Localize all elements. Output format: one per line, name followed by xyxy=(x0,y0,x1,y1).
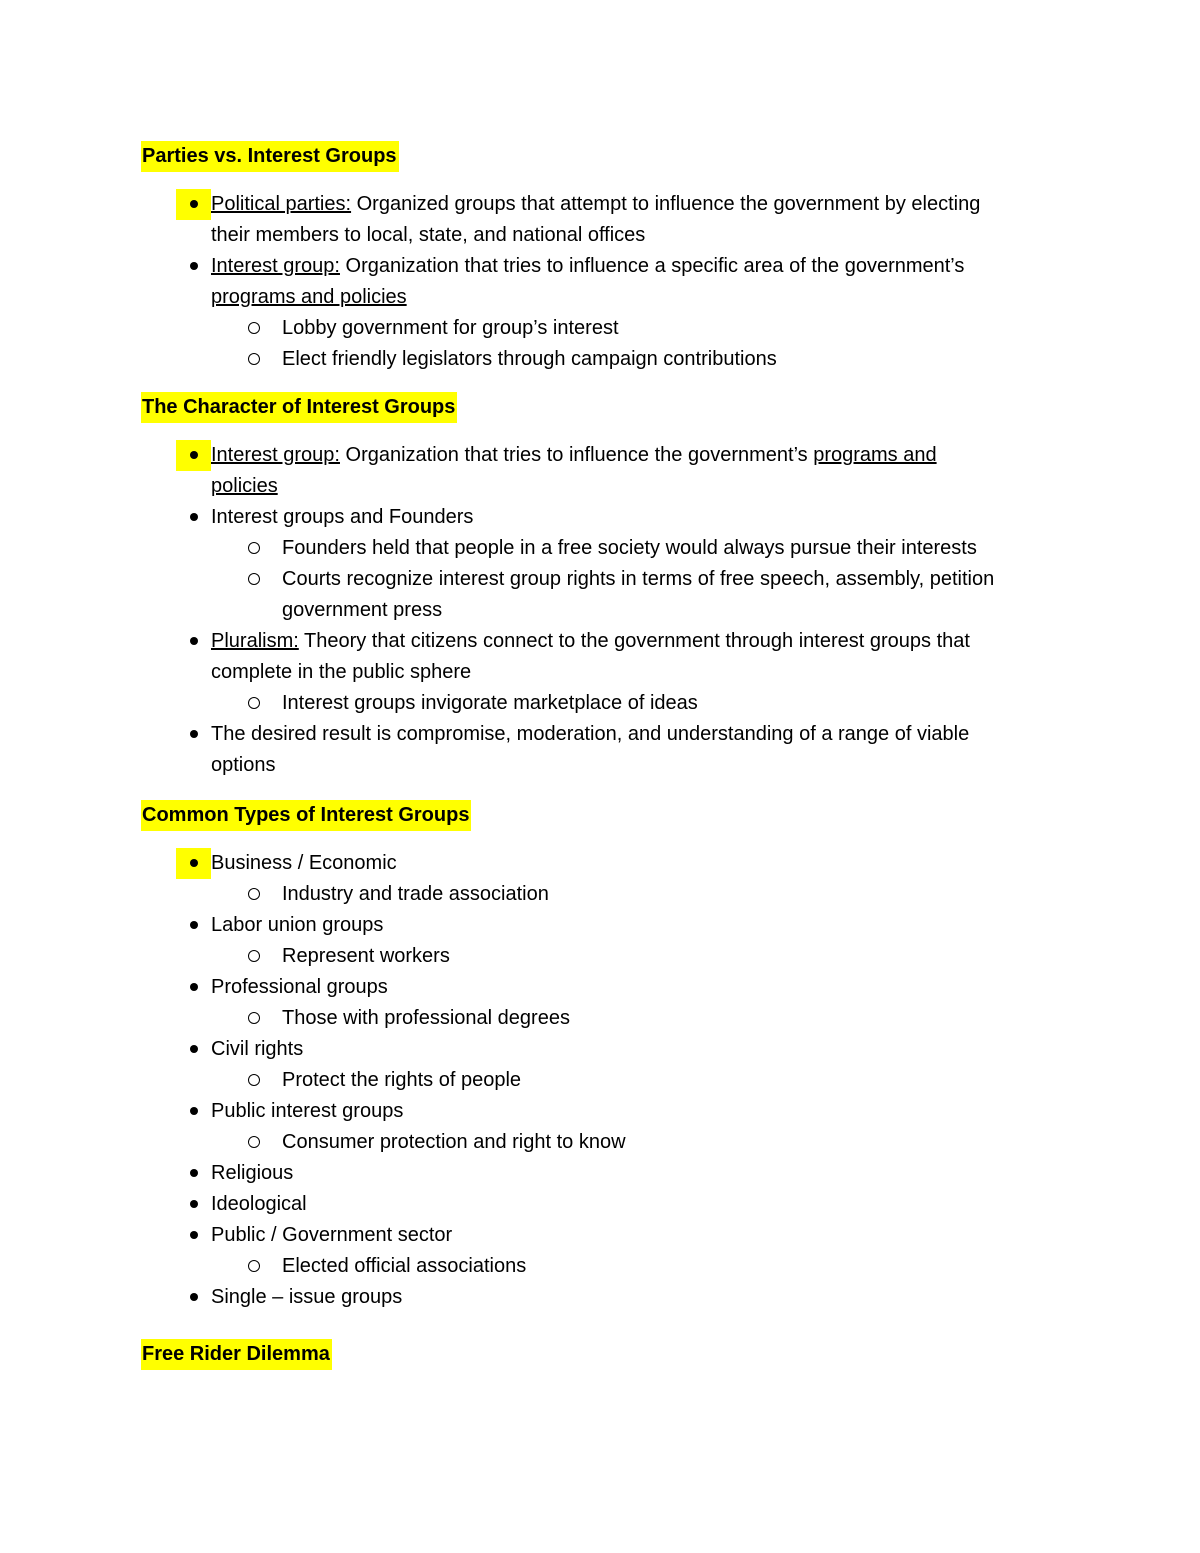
list-item xyxy=(0,1220,1200,1251)
bullet-icon xyxy=(176,440,211,471)
circle-bullet-icon xyxy=(236,533,271,564)
term-underlined: programs and xyxy=(813,444,937,466)
bullet-icon xyxy=(176,719,211,750)
list-item xyxy=(0,1158,1200,1189)
sub-list-item xyxy=(0,941,1200,972)
bullet-icon xyxy=(176,1158,211,1189)
sub-item-text: Industry and trade association xyxy=(282,883,549,905)
item-text: Interest groups and Founders xyxy=(211,506,474,528)
list-item xyxy=(0,440,1200,502)
list-item xyxy=(0,1096,1200,1127)
item-text: Public / Government sector xyxy=(211,1224,453,1246)
sub-list-item xyxy=(0,879,1200,910)
bullet-icon xyxy=(176,972,211,1003)
list-item xyxy=(0,1034,1200,1065)
list-item xyxy=(0,251,1200,313)
circle-bullet-icon xyxy=(236,1003,271,1034)
definition: Organization that tries to influence the government’s xyxy=(339,444,814,466)
bullet-icon xyxy=(176,626,211,657)
circle-bullet-icon xyxy=(236,564,271,595)
term: Political parties: xyxy=(211,193,352,215)
section-heading xyxy=(141,800,471,831)
bullet-icon xyxy=(176,910,211,941)
circle-bullet-icon xyxy=(236,1127,271,1158)
item-text: Public interest groups xyxy=(211,1100,404,1122)
item-text: Professional groups xyxy=(211,976,388,998)
list-item xyxy=(0,719,1200,781)
bullet-list xyxy=(0,440,1200,781)
definition: Organization that tries to influence a specific area of the government’s xyxy=(339,255,965,277)
sub-list-item xyxy=(0,533,1200,564)
sub-item-text: Protect the rights of people xyxy=(282,1069,522,1091)
bullet-icon xyxy=(176,251,211,282)
bullet-icon xyxy=(176,848,211,879)
sub-list-item xyxy=(0,344,1200,375)
term: Pluralism: xyxy=(211,630,299,652)
heading-text: Parties vs. Interest Groups xyxy=(141,141,399,172)
sub-item-continuation: government press xyxy=(282,599,443,621)
sub-item-text: Courts recognize interest group rights in terms of free speech, assembly, petition xyxy=(282,568,995,590)
continuation: complete in the public sphere xyxy=(211,661,472,683)
sub-item-text: Interest groups invigorate marketplace of ideas xyxy=(282,692,698,714)
circle-bullet-icon xyxy=(236,344,271,375)
sub-list-item xyxy=(0,1127,1200,1158)
item-text: Civil rights xyxy=(211,1038,304,1060)
bullet-icon xyxy=(176,189,211,220)
circle-bullet-icon xyxy=(236,1251,271,1282)
sub-item-text: Consumer protection and right to know xyxy=(282,1131,626,1153)
list-item xyxy=(0,910,1200,941)
section-heading xyxy=(141,392,457,423)
definition: Organized groups that attempt to influence the government by electing xyxy=(351,193,981,215)
list-item xyxy=(0,626,1200,688)
term: Interest group: xyxy=(211,444,340,466)
continuation: policies xyxy=(211,475,278,497)
bullet-icon xyxy=(176,1096,211,1127)
list-item xyxy=(0,502,1200,533)
bullet-icon xyxy=(176,502,211,533)
heading-text: Free Rider Dilemma xyxy=(141,1339,332,1370)
item-text: The desired result is compromise, moderation, and understanding of a range of viable xyxy=(211,723,970,745)
sub-list-item xyxy=(0,688,1200,719)
bullet-list xyxy=(0,848,1200,1313)
bullet-icon xyxy=(176,1220,211,1251)
list-item xyxy=(0,1282,1200,1313)
sub-item-text: Elect friendly legislators through campaign contributions xyxy=(282,348,777,370)
sub-list-item xyxy=(0,1003,1200,1034)
list-item xyxy=(0,1189,1200,1220)
item-text: Ideological xyxy=(211,1193,307,1215)
sub-list-item xyxy=(0,564,1200,626)
bullet-icon xyxy=(176,1034,211,1065)
circle-bullet-icon xyxy=(236,879,271,910)
bullet-icon xyxy=(176,1282,211,1313)
circle-bullet-icon xyxy=(236,1065,271,1096)
sub-item-text: Founders held that people in a free society would always pursue their interests xyxy=(282,537,977,559)
item-text: Business / Economic xyxy=(211,852,397,874)
continuation: programs and policies xyxy=(211,286,407,308)
list-item xyxy=(0,848,1200,879)
section-heading xyxy=(141,1339,332,1370)
item-text: Labor union groups xyxy=(211,914,384,936)
circle-bullet-icon xyxy=(236,941,271,972)
item-text: Religious xyxy=(211,1162,294,1184)
sub-list-item xyxy=(0,1251,1200,1282)
definition: Theory that citizens connect to the government through interest groups that xyxy=(298,630,970,652)
term: Interest group: xyxy=(211,255,340,277)
sub-list-item xyxy=(0,1065,1200,1096)
sub-item-text: Elected official associations xyxy=(282,1255,527,1277)
heading-text: Common Types of Interest Groups xyxy=(141,800,471,831)
sub-item-text: Lobby government for group’s interest xyxy=(282,317,619,339)
sub-item-text: Those with professional degrees xyxy=(282,1007,570,1029)
heading-text: The Character of Interest Groups xyxy=(141,392,457,423)
list-item xyxy=(0,972,1200,1003)
sub-list-item xyxy=(0,313,1200,344)
sub-item-text: Represent workers xyxy=(282,945,450,967)
circle-bullet-icon xyxy=(236,688,271,719)
list-item xyxy=(0,189,1200,251)
section-heading xyxy=(141,141,399,172)
bullet-icon xyxy=(176,1189,211,1220)
circle-bullet-icon xyxy=(236,313,271,344)
bullet-list xyxy=(0,189,1200,375)
continuation: their members to local, state, and national offices xyxy=(211,224,646,246)
item-text: Single – issue groups xyxy=(211,1286,403,1308)
continuation: options xyxy=(211,754,276,776)
